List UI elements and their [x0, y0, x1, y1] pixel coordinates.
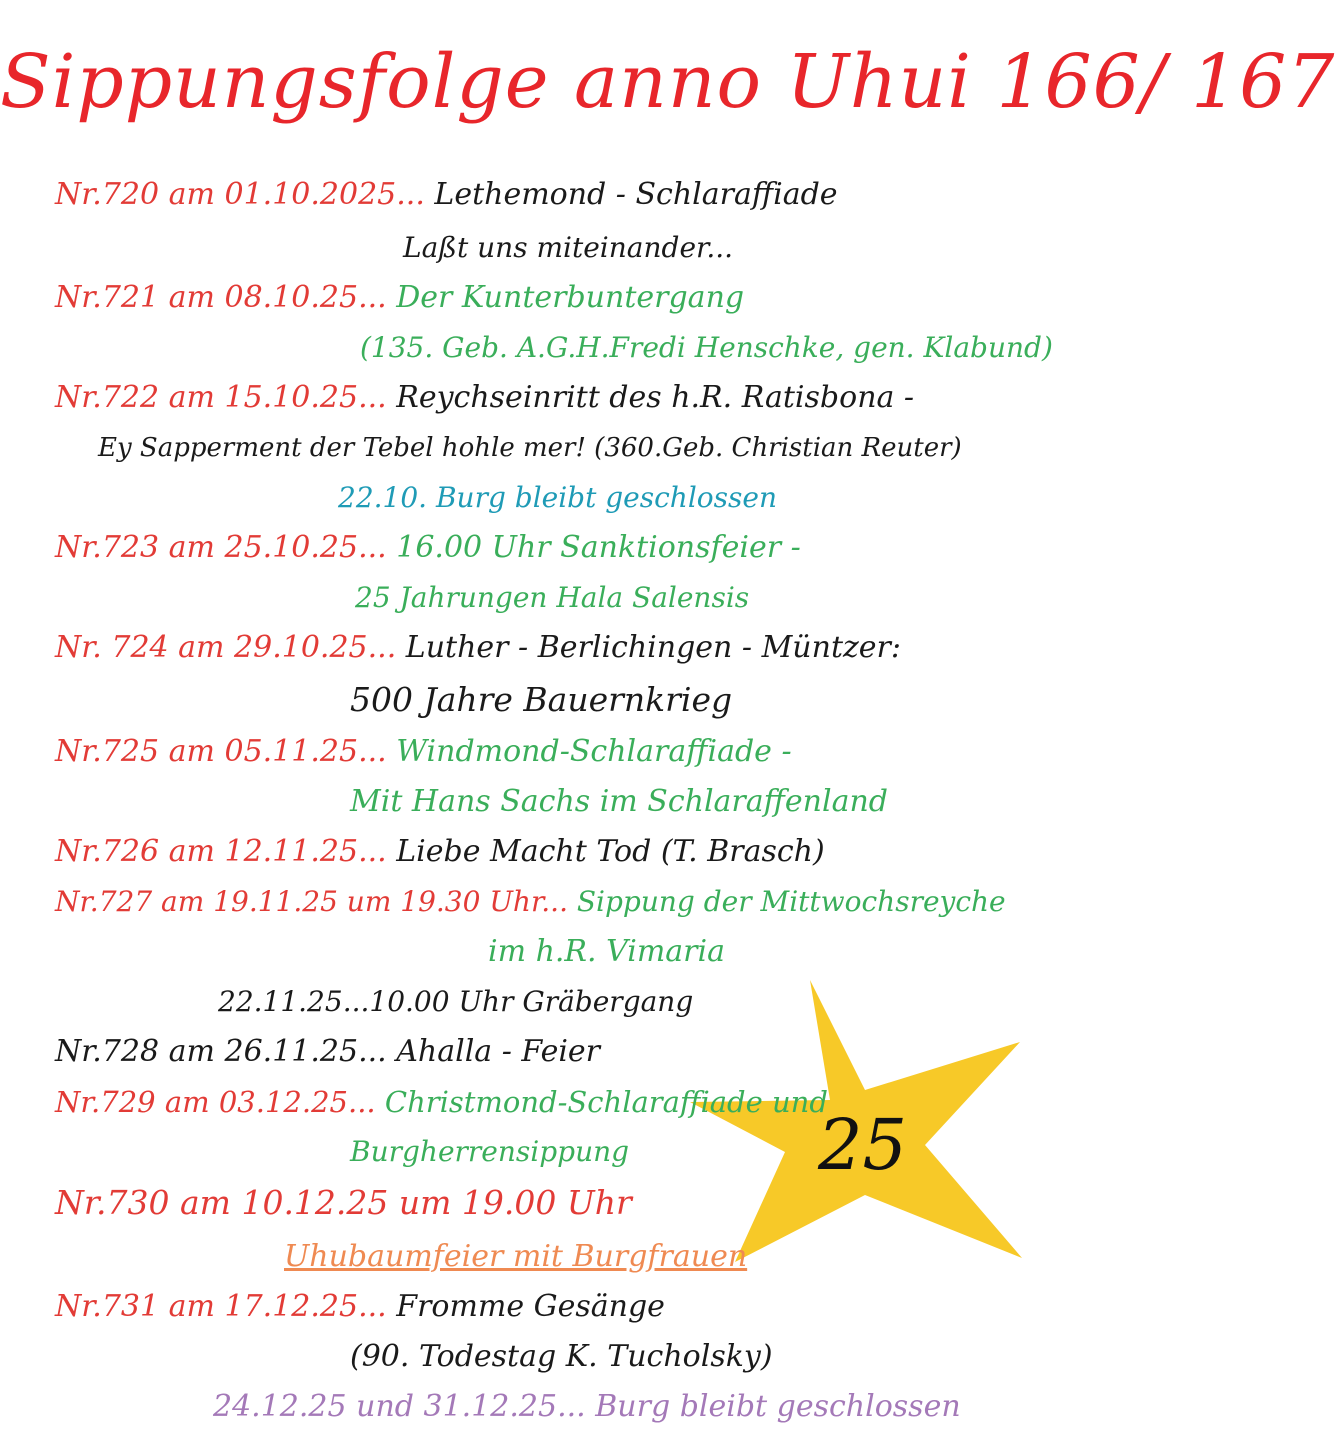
entry-727-title: Sippung der Mittwochsreyche — [576, 885, 1006, 918]
entry-724 — [55, 623, 901, 673]
entry-724-date: Nr. 724 am 29.10.25... — [55, 630, 397, 665]
entry-726-date: Nr.726 am 12.11.25... — [55, 834, 387, 869]
entry-724-subtitle: 500 Jahre Bauernkrieg — [350, 680, 733, 719]
entry-722-title: Reychseinritt des h.R. Ratisbona - — [396, 380, 915, 415]
entry-723-subtitle: 25 Jahrungen Hala Salensis — [355, 581, 750, 614]
entry-725-date: Nr.725 am 05.11.25... — [55, 734, 387, 769]
entry-728-title: Ahalla - Feier — [396, 1034, 601, 1069]
entry-725 — [55, 727, 792, 777]
entry-729 — [55, 1077, 828, 1127]
entry-730-date: Nr.730 am 10.12.25 um 19.00 Uhr — [55, 1183, 632, 1222]
entry-725-subtitle: Mit Hans Sachs im Schlaraffenland — [350, 784, 888, 819]
entry-724-title: Luther - Berlichingen - Müntzer: — [405, 630, 902, 665]
entry-726 — [55, 827, 825, 877]
entry-729-subtitle: Burgherrensippung — [350, 1135, 630, 1168]
entry-723-date: Nr.723 am 25.10.25... — [55, 530, 387, 565]
entry-726-title: Liebe Macht Tod (T. Brasch) — [396, 834, 825, 869]
entry-721-subtitle: (135. Geb. A.G.H.Fredi Henschke, gen. Klabund) — [360, 331, 1053, 364]
entry-729-title: Christmond-Schlaraffiade und — [384, 1085, 828, 1119]
entry-730-subtitle: Uhubaumfeier mit Burgfrauen — [284, 1239, 748, 1274]
entry-725-title: Windmond-Schlaraffiade - — [396, 734, 792, 769]
page-title: Sippungsfolge anno Uhui 166/ 167 — [0, 39, 1335, 125]
entry-723-title: 16.00 Uhr Sanktionsfeier - — [396, 530, 801, 565]
entry-727 — [55, 877, 1006, 927]
entry-720 — [55, 170, 838, 220]
entry-731-subtitle: (90. Todestag K. Tucholsky) — [350, 1339, 773, 1374]
entry-729-date: Nr.729 am 03.12.25... — [55, 1085, 376, 1119]
star-badge-number: 25 — [818, 1104, 908, 1186]
entry-731-title: Fromme Gesänge — [396, 1289, 665, 1324]
entry-722 — [55, 373, 914, 423]
entry-723 — [55, 523, 801, 573]
entry-731-date: Nr.731 am 17.12.25... — [55, 1289, 387, 1324]
entry-728 — [55, 1027, 600, 1077]
entry-721-date: Nr.721 am 08.10.25... — [55, 280, 387, 315]
closed-notice-1: 22.10. Burg bleibt geschlossen — [338, 481, 777, 514]
entry-721 — [55, 273, 744, 323]
entry-720-title: Lethemond - Schlaraffiade — [434, 177, 838, 212]
entry-731 — [55, 1282, 665, 1332]
closed-notice-2: 24.12.25 und 31.12.25... Burg bleibt geschlossen — [213, 1389, 961, 1424]
entry-728-date: Nr.728 am 26.11.25... — [55, 1034, 387, 1069]
entry-720-subtitle: Laßt uns miteinander... — [403, 231, 734, 264]
entry-721-title: Der Kunterbuntergang — [396, 280, 745, 315]
entry-722-subtitle: Ey Sapperment der Tebel hohle mer! (360.Geb. Christian Reuter) — [98, 433, 962, 463]
graebergang-line: 22.11.25...10.00 Uhr Gräbergang — [218, 985, 694, 1018]
entry-722-date: Nr.722 am 15.10.25... — [55, 380, 387, 415]
entry-720-date: Nr.720 am 01.10.2025... — [55, 177, 425, 212]
entry-727-date: Nr.727 am 19.11.25 um 19.30 Uhr... — [55, 885, 568, 918]
entry-727-subtitle: im h.R. Vimaria — [488, 934, 725, 969]
